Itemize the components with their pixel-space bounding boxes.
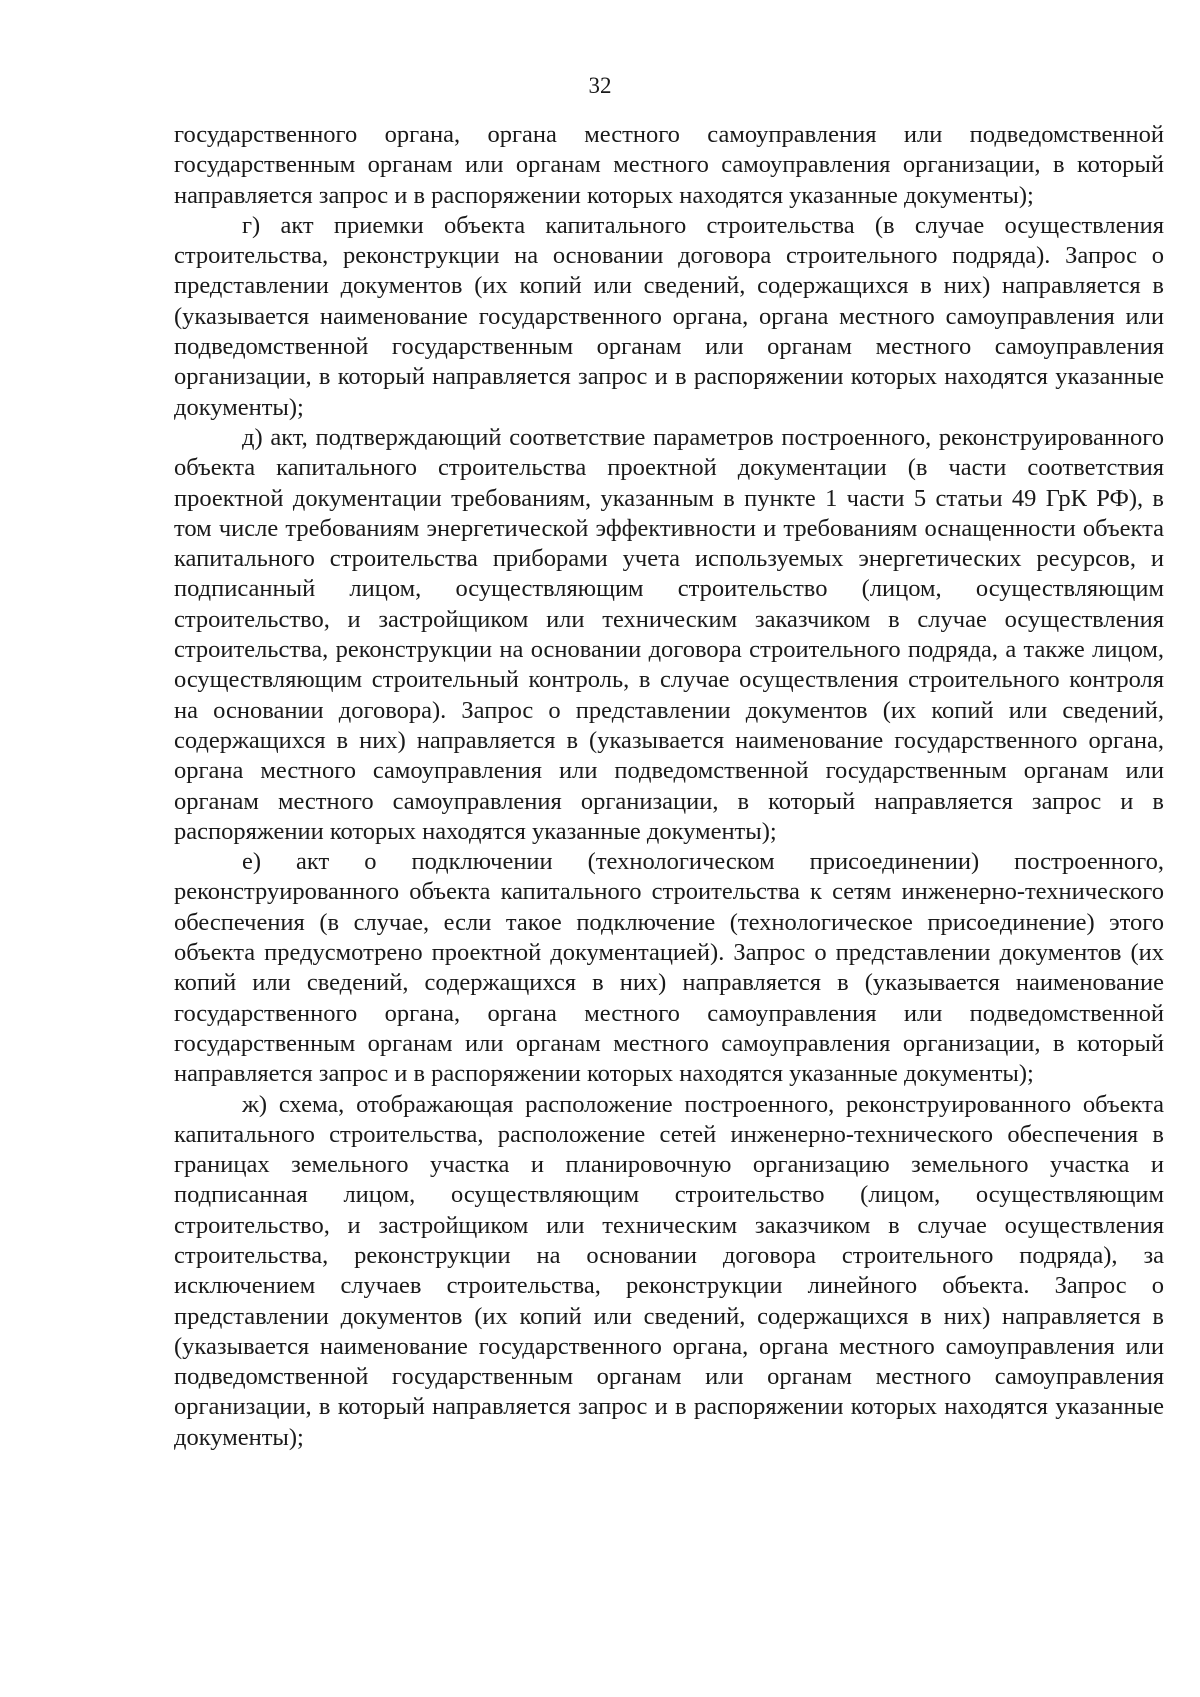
paragraph-continuation: государственного органа, органа местного самоуправления или подведомственной государственным органам или органам местного самоуправления организации, в который направляется запрос и в распоряжении которых находятся указанные документы); [174, 121, 1164, 209]
document-body [174, 120, 1164, 1453]
paragraph-item-d: д) акт, подтверждающий соответствие параметров построенного, реконструированного объекта капитального строительства проектной документации (в части соответствия проектной документации требованиям, указанным в пункте 1 части 5 статьи 49 ГрК РФ), в том числе требованиям энергетической эффективности и требованиям оснащенности объекта капитального строительства приборами учета используемых энергетических ресурсов, и подписанный лицом, осуществляющим строительство (лицом, осуществляющим строительство, и застройщиком или техническим заказчиком в случае осуществления строительства, реконструкции на основании договора строительного подряда, а также лицом, осуществляющим строительный контроль, в случае осуществления строительного контроля на основании договора). Запрос о представлении документов (их копий или сведений, содержащихся в них) направляется в (указывается наименование государственного органа, органа местного самоуправления или подведомственной государственным органам или органам местного самоуправления организации, в который направляется запрос и в распоряжении которых находятся указанные документы); [174, 423, 1164, 845]
paragraph-item-g: г) акт приемки объекта капитального строительства (в случае осуществления строительства, реконструкции на основании договора строительного подряда). Запрос о представлении документов (их копий или сведений, содержащихся в них) направляется в (указывается наименование государственного органа, органа местного самоуправления или подведомственной государственным органам или органам местного самоуправления организации, в который направляется запрос и в распоряжении которых находятся указанные документы); [174, 211, 1164, 421]
paragraph-item-e: е) акт о подключении (технологическом присоединении) построенного, реконструированного объекта капитального строительства к сетям инженерно-технического обеспечения (в случае, если такое подключение (технологическое присоединение) этого объекта предусмотрено проектной документацией). Запрос о представлении документов (их копий или сведений, содержащихся в них) направляется в (указывается наименование государственного органа, органа местного самоуправления или подведомственной государственным органам или органам местного самоуправления организации, в который направляется запрос и в распоряжении которых находятся указанные документы); [174, 848, 1164, 1088]
paragraph-item-zh: ж) схема, отображающая расположение построенного, реконструированного объекта капитального строительства, расположение сетей инженерно-технического обеспечения в границах земельного участка и планировочную организацию земельного участка и подписанная лицом, осуществляющим строительство (лицом, осуществляющим строительство, и застройщиком или техническим заказчиком в случае осуществления строительства, реконструкции на основании договора строительного подряда), за исключением случаев строительства, реконструкции линейного объекта. Запрос о представлении документов (их копий или сведений, содержащихся в них) направляется в (указывается наименование государственного органа, органа местного самоуправления или подведомственной государственным органам или органам местного самоуправления организации, в который направляется запрос и в распоряжении которых находятся указанные документы); [174, 1090, 1164, 1451]
page-number: 32 [588, 73, 612, 98]
